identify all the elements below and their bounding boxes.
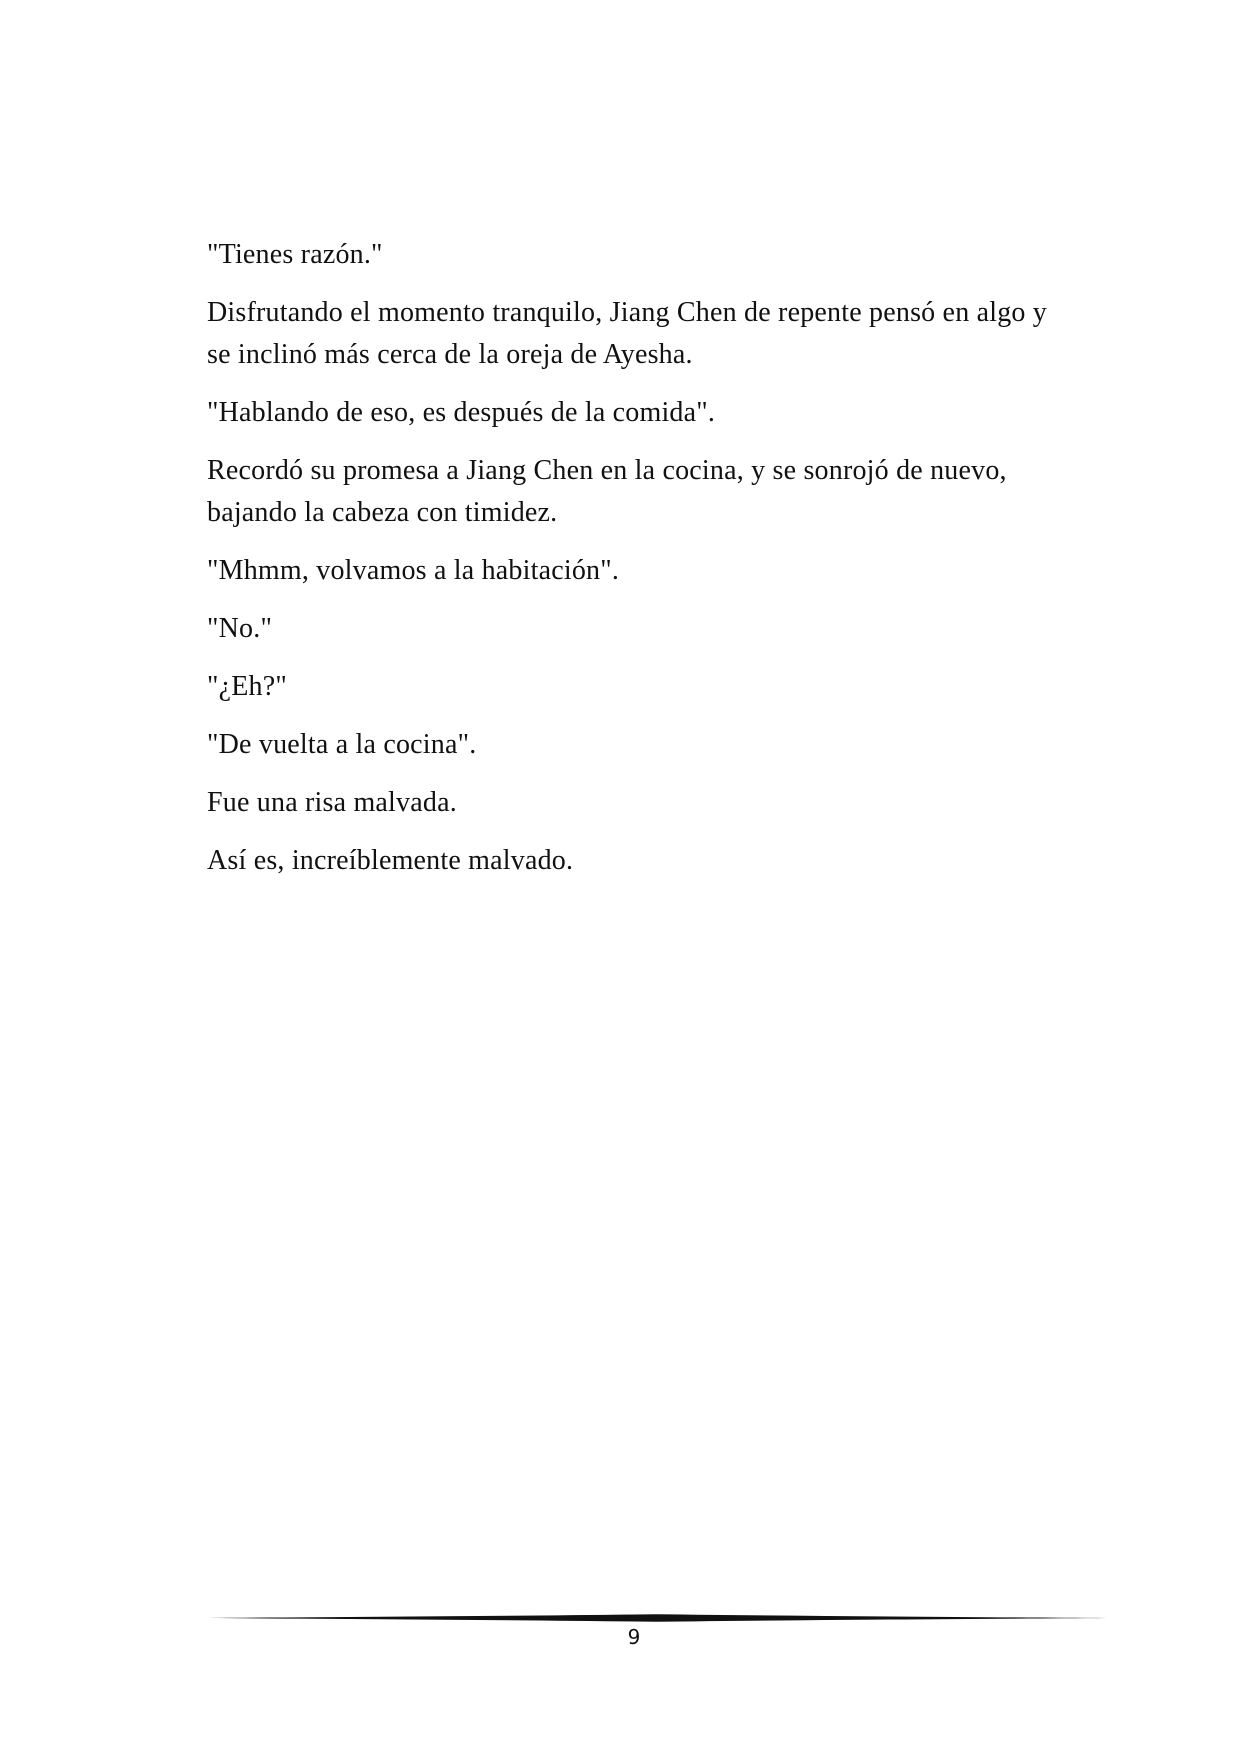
paragraph: "No." [207,613,273,644]
paragraph: Así es, increíblemente malvado. [207,845,574,876]
body-text [207,234,1077,898]
page-number: 9 [627,1625,641,1649]
paragraph: "¿Eh?" [207,671,288,702]
paragraph: "Mhmm, volvamos a la habitación". [207,555,620,586]
footer-divider [207,1611,1107,1625]
paragraph: "Hablando de eso, es después de la comida". [207,397,716,428]
paragraph: "Tienes razón." [207,239,383,270]
paragraph: Disfrutando el momento tranquilo, Jiang Chen de repente pensó en algo y se inclinó más cerca de la oreja de Ayesha. [207,297,1047,370]
paragraph: Recordó su promesa a Jiang Chen en la cocina, y se sonrojó de nuevo, bajando la cabeza con timidez. [207,455,1007,528]
paragraph: Fue una risa malvada. [207,787,457,818]
paragraph: "De vuelta a la cocina". [207,729,477,760]
